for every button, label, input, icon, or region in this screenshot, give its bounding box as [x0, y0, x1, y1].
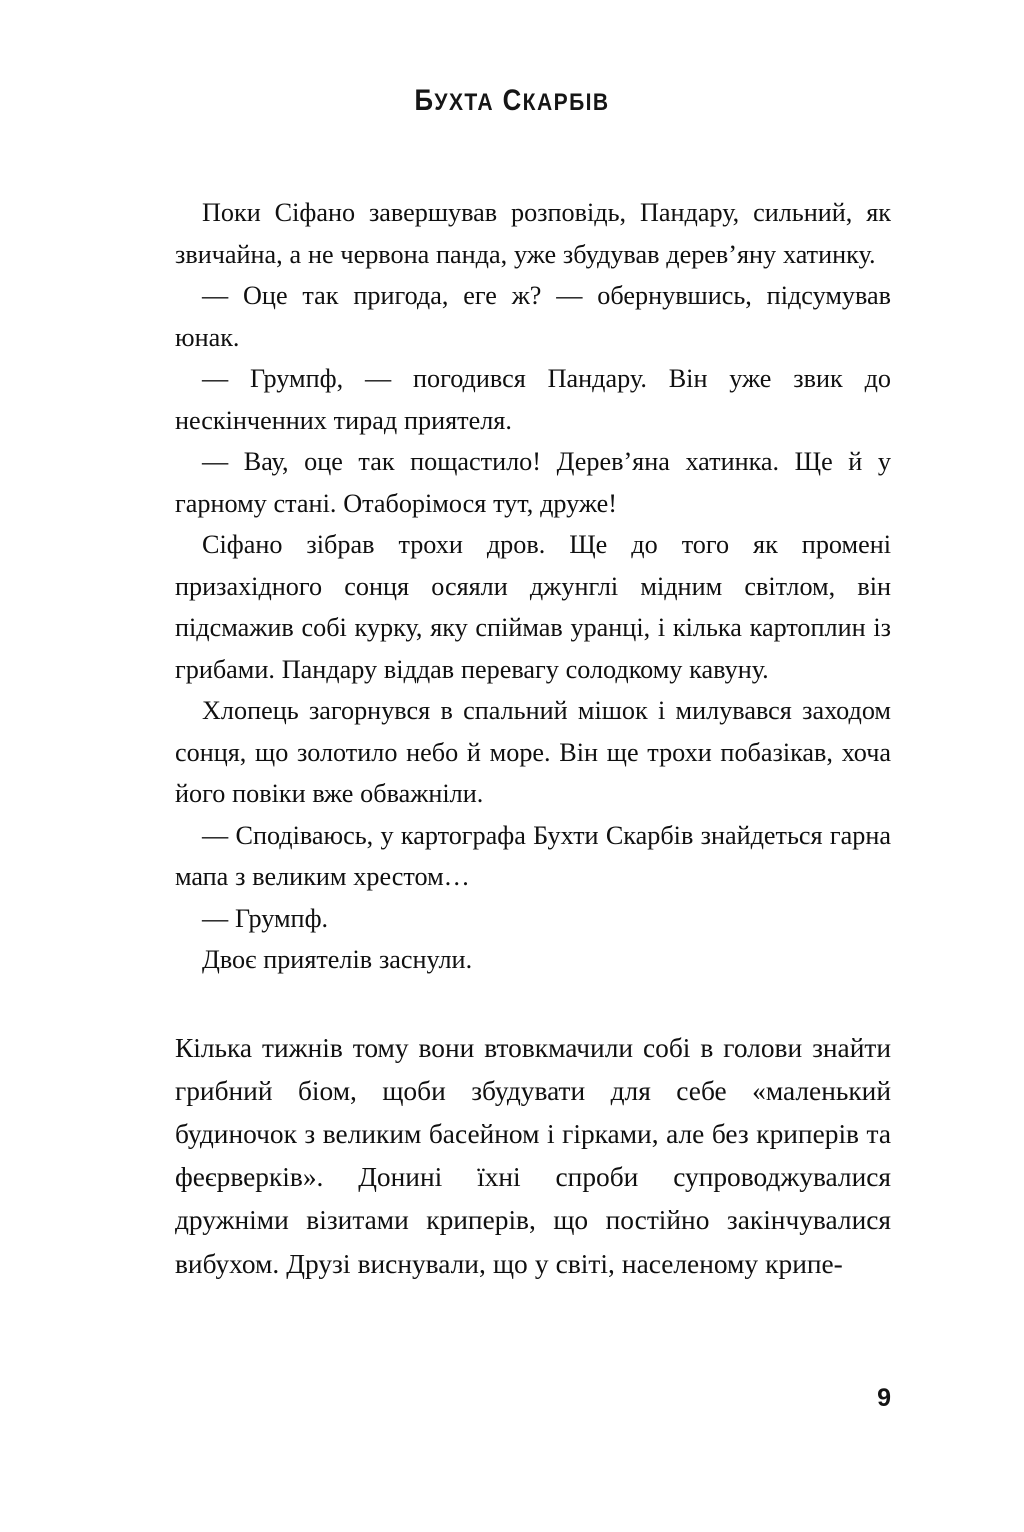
paragraph: Хлопець загорнувся в спальний мішок і милувався заходом сонця, що золотило небо й море. Він ще трохи побазікав, хоча його повіки вже обважніли.	[175, 696, 891, 808]
paragraph-dialogue: — Грумпф.	[202, 903, 329, 933]
paragraph-dialogue: — Оце так пригода, еге ж? — обернувшись, підсумував юнак.	[175, 281, 891, 352]
paragraph-dialogue: — Грумпф, — погодився Пандару. Він уже звик до нескінченних тирад приятеля.	[175, 364, 891, 435]
page-number: 9	[877, 1384, 891, 1412]
section-break	[175, 981, 891, 1027]
running-header-initial-second: С	[502, 84, 523, 117]
paragraph: Сіфано зібрав трохи дров. Ще до того як промені призахідного сонця осяяли джунглі мідним світлом, він підсмажив собі курку, яку спіймав уранці, і кілька картоплин із грибами. Пандару віддав перевагу солодкому кавуну.	[175, 530, 891, 684]
paragraph: Двоє приятелів заснули.	[202, 945, 473, 974]
paragraph-closing: Кілька тижнів тому вони втовкмачили собі в голови знайти грибний біом, щоби збудувати для себе «маленький будиночок з великим басейном і гірками, але без криперів та феєрверків». Донині їхні спроби супроводжувалися дружніми візитами криперів, що постійно закінчувалися вибухом. Друзі виснували, що у світі, населеному крипе-	[175, 1032, 891, 1279]
paragraph-dialogue: — Сподіваюсь, у картографа Бухти Скарбів знайдеться гарна мапа з великим хрестом…	[175, 820, 891, 891]
running-header-rest-second: КАРБІВ	[522, 89, 610, 116]
running-header-initial-first: Б	[414, 84, 435, 117]
running-header-rest-first: УХТА	[434, 89, 495, 116]
paragraph-dialogue: — Вау, оце так пощастило! Дерев’яна хатинка. Ще й у гарному стані. Отаборімося тут, друже!	[175, 447, 891, 518]
running-header	[72, 86, 953, 116]
paragraph: Поки Сіфано завершував розповідь, Пандару, сильний, як звичайна, а не червона панда, уже збудував дерев’яну хатинку.	[175, 198, 891, 269]
body-text-block	[175, 192, 891, 1286]
